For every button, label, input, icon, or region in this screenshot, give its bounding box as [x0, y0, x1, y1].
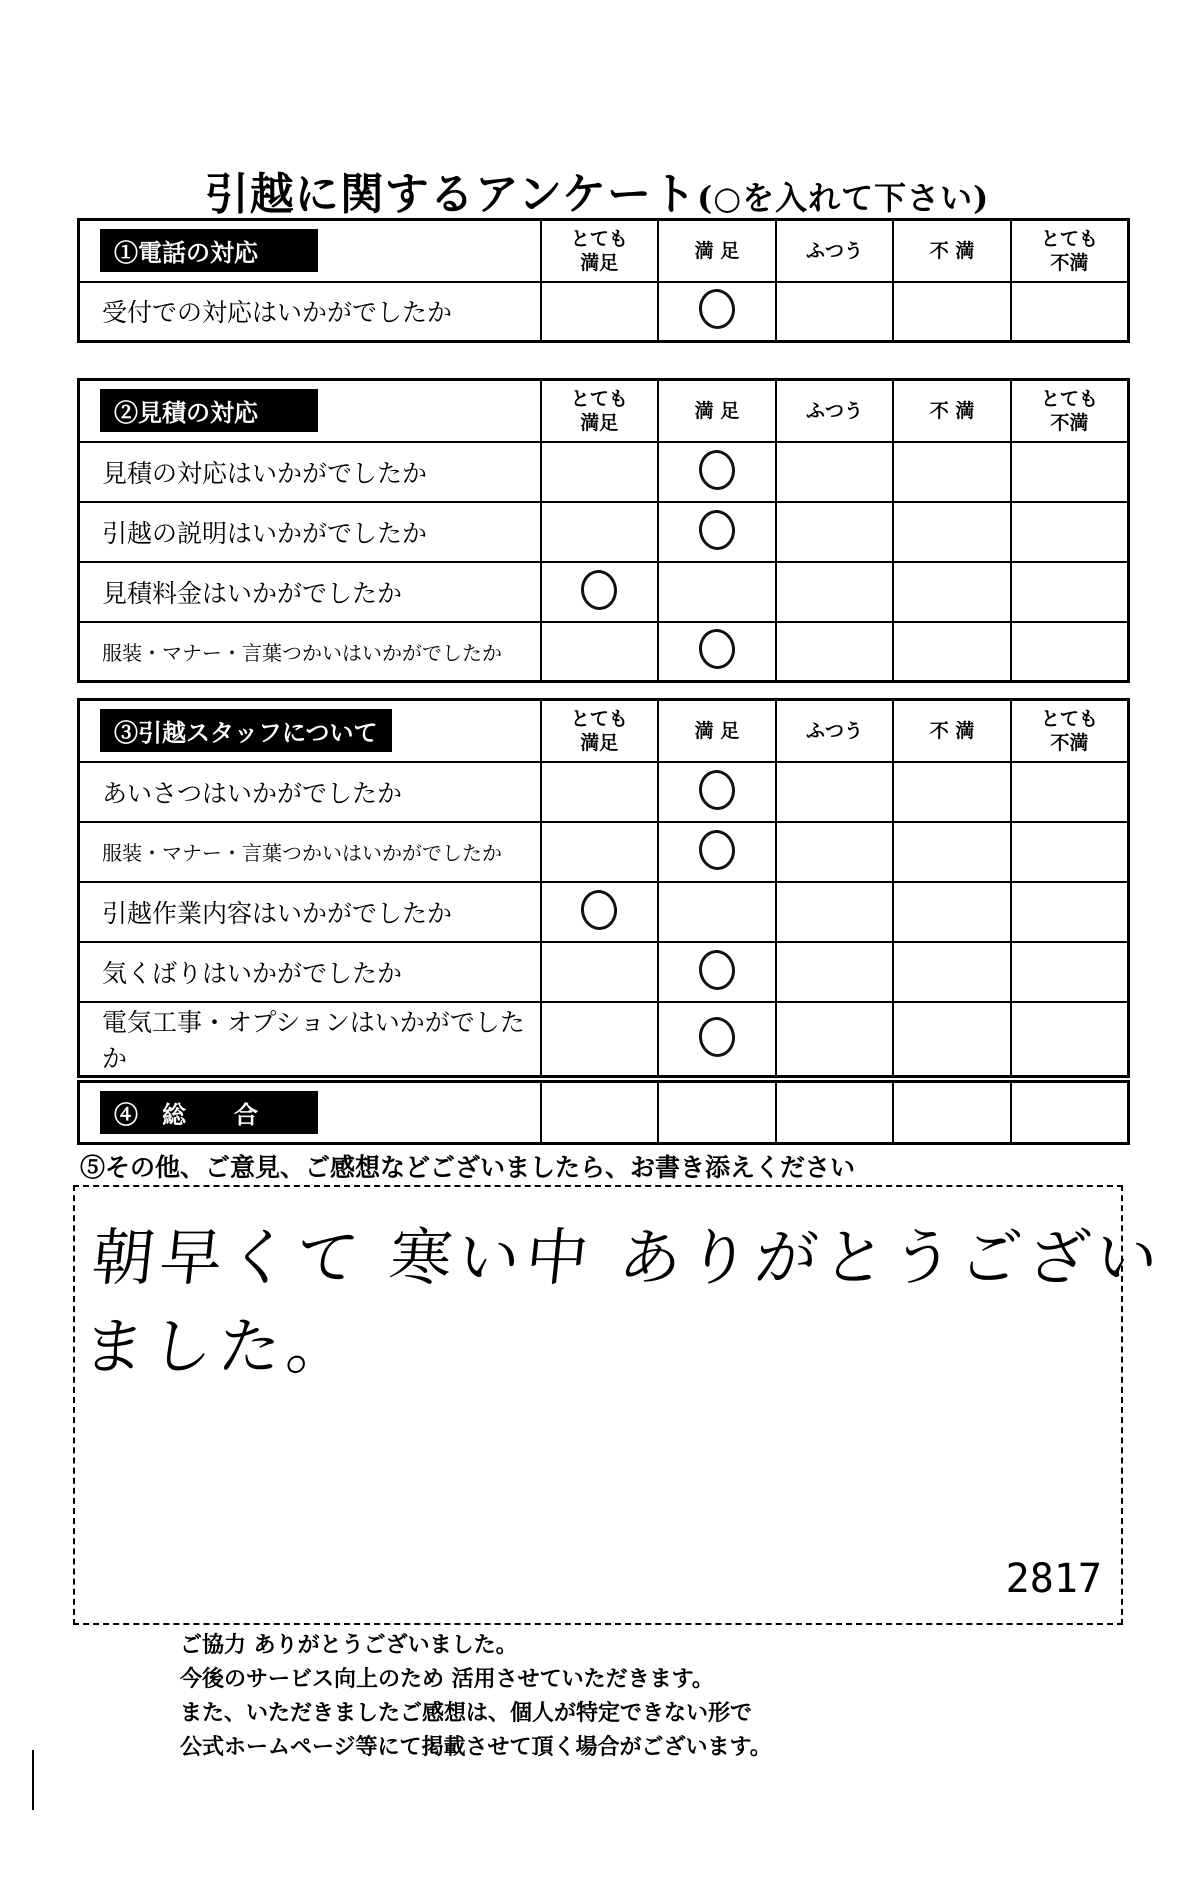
rating-header-2: ふつう [776, 380, 894, 442]
rating-header-3: 不 満 [893, 700, 1011, 762]
rating-cell-1[interactable] [658, 822, 776, 882]
footer-line: また、いただきましたご感想は、個人が特定できない形で [180, 1700, 753, 1726]
rating-cell-3[interactable] [893, 1002, 1011, 1077]
rating-cell-2[interactable] [776, 762, 894, 822]
rating-header-1: 満 足 [658, 220, 776, 282]
question-row [79, 502, 1129, 562]
question-row [79, 762, 1129, 822]
rating-cell-0[interactable] [541, 562, 659, 622]
question-text: あいさつはいかがでしたか [79, 762, 541, 822]
rating-cell-3[interactable] [893, 562, 1011, 622]
rating-header-0: とても 満足 [541, 380, 659, 442]
question-row [79, 1002, 1129, 1077]
rating-cell-2[interactable] [776, 882, 894, 942]
section-header [79, 380, 541, 442]
rating-cell-2[interactable] [776, 282, 894, 342]
rating-header-4: とても 不満 [1011, 380, 1129, 442]
rating-header-3: 不 満 [893, 220, 1011, 282]
section-header [79, 1082, 541, 1144]
rating-header-4: とても 不満 [1011, 220, 1129, 282]
section-header [79, 700, 541, 762]
rating-cell-2[interactable] [776, 622, 894, 682]
circle-mark-icon [696, 827, 737, 872]
rating-cell-3[interactable] [893, 282, 1011, 342]
question-row [79, 442, 1129, 502]
rating-cell-3[interactable] [893, 822, 1011, 882]
question-text: 見積料金はいかがでしたか [79, 562, 541, 622]
circle-mark-icon [696, 287, 737, 332]
rating-cell-4[interactable] [1011, 942, 1129, 1002]
rating-cell-2[interactable] [776, 442, 894, 502]
receipt-number: 2817 [1005, 1556, 1102, 1602]
rating-cell-3[interactable] [893, 442, 1011, 502]
rating-cell-3[interactable] [893, 502, 1011, 562]
section-header [79, 220, 541, 282]
rating-header-0: とても 満足 [541, 700, 659, 762]
rating-cell-4[interactable] [1011, 882, 1129, 942]
rating-header-1: 満 足 [658, 380, 776, 442]
survey-section-3 [77, 698, 1130, 1078]
rating-cell-4[interactable] [1011, 562, 1129, 622]
rating-cell-3[interactable] [893, 622, 1011, 682]
rating-header-4: とても 不満 [1011, 700, 1129, 762]
rating-cell-0[interactable] [541, 822, 659, 882]
overall-rating-cell-1[interactable] [658, 1082, 776, 1144]
rating-cell-0[interactable] [541, 942, 659, 1002]
section-label: ③引越スタッフについて [100, 709, 392, 752]
circle-mark-icon [696, 947, 737, 992]
circle-mark-icon [696, 1014, 737, 1059]
circle-mark-icon [696, 767, 737, 812]
question-row [79, 942, 1129, 1002]
rating-cell-4[interactable] [1011, 822, 1129, 882]
footer-line: 今後のサービス向上のため 活用させていただきます。 [180, 1666, 714, 1692]
footer-line: ご協力 ありがとうございました。 [180, 1632, 518, 1658]
rating-header-3: 不 満 [893, 380, 1011, 442]
question-text: 受付での対応はいかがでしたか [79, 282, 541, 342]
rating-cell-0[interactable] [541, 502, 659, 562]
rating-cell-1[interactable] [658, 442, 776, 502]
overall-rating-cell-3[interactable] [893, 1082, 1011, 1144]
rating-cell-2[interactable] [776, 942, 894, 1002]
question-row [79, 282, 1129, 342]
rating-header-1: 満 足 [658, 700, 776, 762]
rating-cell-2[interactable] [776, 502, 894, 562]
question-text: 見積の対応はいかがでしたか [79, 442, 541, 502]
rating-cell-0[interactable] [541, 282, 659, 342]
rating-cell-1[interactable] [658, 622, 776, 682]
title-note: (○を入れて下さい) [697, 179, 990, 217]
section-label: ②見積の対応 [100, 389, 318, 432]
other-comments-label: ⑤その他、ご意見、ご感想などございましたら、お書き添えください [80, 1153, 856, 1182]
overall-rating-cell-0[interactable] [541, 1082, 659, 1144]
rating-cell-2[interactable] [776, 822, 894, 882]
rating-cell-2[interactable] [776, 1002, 894, 1077]
handwritten-comment: 朝早くて 寒い中 ありがとうございました。 [78, 1221, 1168, 1383]
rating-header-2: ふつう [776, 700, 894, 762]
rating-header-2: ふつう [776, 220, 894, 282]
overall-rating-cell-2[interactable] [776, 1082, 894, 1144]
rating-header-0: とても 満足 [541, 220, 659, 282]
survey-section-1 [77, 218, 1130, 343]
section-label: ④ 総 合 [100, 1091, 318, 1134]
rating-cell-0[interactable] [541, 1002, 659, 1077]
rating-cell-4[interactable] [1011, 282, 1129, 342]
rating-cell-1[interactable] [658, 562, 776, 622]
rating-cell-0[interactable] [541, 442, 659, 502]
rating-cell-1[interactable] [658, 282, 776, 342]
circle-mark-icon [696, 627, 737, 672]
rating-cell-1[interactable] [658, 502, 776, 562]
circle-mark-icon [696, 507, 737, 552]
survey-section-4 [77, 1080, 1130, 1145]
rating-cell-0[interactable] [541, 882, 659, 942]
rating-cell-3[interactable] [893, 942, 1011, 1002]
rating-cell-1[interactable] [658, 762, 776, 822]
footer-note [180, 1628, 772, 1764]
question-text: 服装・マナー・言葉つかいはいかがでしたか [79, 822, 541, 882]
rating-cell-4[interactable] [1011, 1002, 1129, 1077]
rating-cell-0[interactable] [541, 762, 659, 822]
rating-cell-1[interactable] [658, 882, 776, 942]
question-row [79, 822, 1129, 882]
question-row [79, 882, 1129, 942]
rating-cell-2[interactable] [776, 562, 894, 622]
rating-cell-0[interactable] [541, 622, 659, 682]
title-main: 引越に関するアンケート [204, 169, 698, 220]
footer-line: 公式ホームページ等にて掲載させて頂く場合がございます。 [180, 1734, 772, 1760]
rating-cell-4[interactable] [1011, 442, 1129, 502]
question-text: 電気工事・オプションはいかがでしたか [79, 1002, 541, 1077]
question-text: 気くばりはいかがでしたか [79, 942, 541, 1002]
section-label: ①電話の対応 [100, 229, 318, 272]
survey-section-2 [77, 378, 1130, 683]
rating-cell-4[interactable] [1011, 622, 1129, 682]
page-title [0, 158, 1194, 222]
rating-cell-3[interactable] [893, 762, 1011, 822]
rating-cell-3[interactable] [893, 882, 1011, 942]
rating-cell-4[interactable] [1011, 762, 1129, 822]
circle-mark-icon [579, 567, 620, 612]
rating-cell-1[interactable] [658, 1002, 776, 1077]
question-text: 引越の説明はいかがでしたか [79, 502, 541, 562]
question-text: 引越作業内容はいかがでしたか [79, 882, 541, 942]
rating-cell-4[interactable] [1011, 502, 1129, 562]
rating-cell-1[interactable] [658, 942, 776, 1002]
question-row [79, 622, 1129, 682]
circle-mark-icon [696, 447, 737, 492]
question-text: 服装・マナー・言葉つかいはいかがでしたか [79, 622, 541, 682]
overall-rating-cell-4[interactable] [1011, 1082, 1129, 1144]
question-row [79, 562, 1129, 622]
circle-mark-icon [579, 887, 620, 932]
scan-edge-mark [32, 1750, 34, 1810]
